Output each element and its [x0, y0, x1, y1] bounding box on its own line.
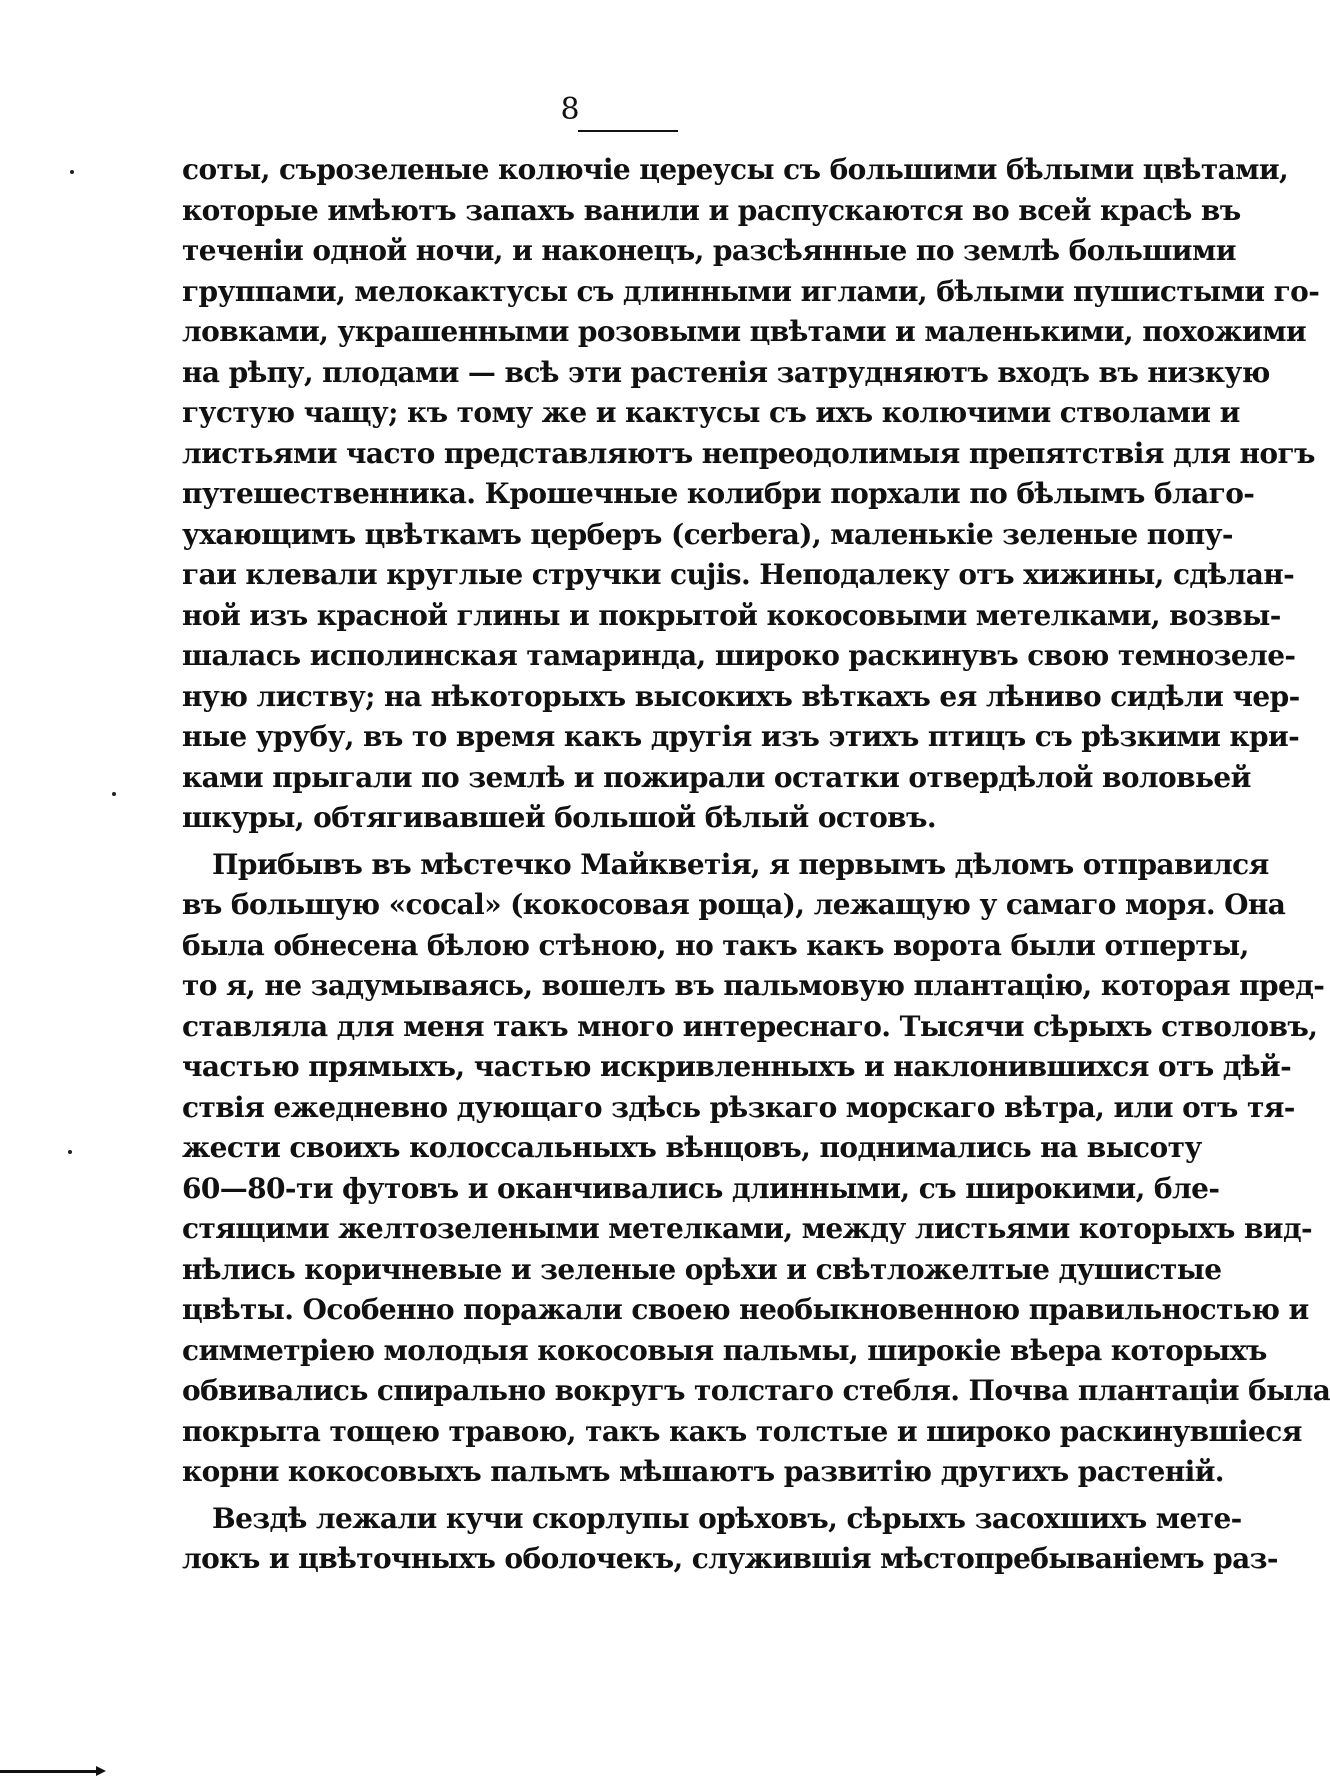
text-line: группами, мелокактусы съ длинными иглами, бѣлыми пушистыми го-: [182, 274, 1320, 308]
text-line: жести своихъ колоссальныхъ вѣнцовъ, поднимались на высоту: [182, 1131, 1202, 1164]
text-line: корни кокосовыхъ пальмъ мѣшаютъ развитію другихъ растеній.: [182, 1455, 1224, 1488]
margin-speck: [112, 792, 116, 796]
text-line: ухающимъ цвѣткамъ церберъ (cerbera), маленькіе зеленые попу-: [182, 517, 1233, 551]
page-number: 8: [560, 92, 580, 127]
text-line: была обнесена бѣлою стѣною, но такъ какъ ворота были отперты,: [182, 928, 1249, 962]
text-line: въ большую «cocal» (кокосовая роща), лежащую у самаго моря. Она: [182, 888, 1286, 921]
text-line: ками прыгали по землѣ и пожирали остатки отвердѣлой воловьей: [182, 760, 1251, 794]
text-line: 60—80-ти футовъ и оканчивались длинными, съ широкими, бле-: [182, 1171, 1220, 1205]
paragraph: [182, 150, 1320, 839]
text-line: на рѣпу, плодами — всѣ эти растенія затрудняютъ входъ въ низкую: [182, 355, 1270, 389]
margin-speck: [68, 1150, 72, 1154]
text-line: которые имѣютъ запахъ ванили и распускаются во всей красѣ въ: [182, 193, 1241, 227]
text-line: обвивались спирально вокругъ толстаго стебля. Почва плантаціи была: [182, 1374, 1330, 1407]
text-line: симметріею молодыя кокосовыя пальмы, широкіе вѣера которыхъ: [182, 1333, 1267, 1367]
text-line: ной изъ красной глины и покрытой кокосовыми метелками, возвы-: [182, 598, 1281, 632]
text-line: ставляла для меня такъ много интереснаго. Тысячи сѣрыхъ стволовъ,: [182, 1009, 1318, 1043]
text-line: густую чащу; къ тому же и кактусы съ ихъ колючими стволами и: [182, 396, 1240, 429]
text-line: локъ и цвѣточныхъ оболочекъ, служившія мѣстопребываніемъ раз-: [182, 1542, 1278, 1575]
paragraph: [182, 1499, 1278, 1580]
text-line: шкуры, обтягивавшей большой бѣлый остовъ.: [182, 801, 937, 834]
text-line: теченіи одной ночи, и наконецъ, разсѣянные по землѣ большими: [182, 234, 1236, 267]
text-line: соты, сърозеленые колючіе цереусы съ большими бѣлыми цвѣтами,: [182, 153, 1289, 186]
text-line: шалась исполинская тамаринда, широко раскинувъ свою темнозеле-: [182, 639, 1296, 672]
body-text: [182, 150, 1330, 1580]
text-line: Вездѣ лежали кучи скорлупы орѣховъ, сѣрыхъ засохшихъ мете-: [212, 1501, 1242, 1535]
text-line: частью прямыхъ, частью искривленныхъ и наклонившихся отъ дѣй-: [182, 1050, 1292, 1083]
text-line: цвѣты. Особенно поражали своею необыкновенною правильностью и: [182, 1293, 1309, 1326]
text-line: то я, не задумываясь, вошелъ въ пальмовую плантацію, которая пред-: [182, 969, 1325, 1002]
text-line: нѣлись коричневые и зеленые орѣхи и свѣтложелтые душистые: [182, 1252, 1222, 1286]
text-line: Прибывъ въ мѣстечко Майкветія, я первымъ дѣломъ отправился: [212, 847, 1269, 881]
text-line: ные урубу, въ то время какъ другія изъ этихъ птицъ съ рѣзкими кри-: [182, 720, 1300, 753]
text-line: покрыта тощею травою, такъ какъ толстые и широко раскинувшіеся: [182, 1414, 1302, 1448]
header-rule: [578, 130, 678, 132]
text-line: ловками, украшенными розовыми цвѣтами и маленькими, похожими: [182, 315, 1307, 348]
bottom-edge-mark: [0, 1770, 100, 1773]
text-line: гаи клевали круглые стручки cujis. Неподалеку отъ хижины, сдѣлан-: [182, 558, 1295, 591]
text-line: ную листву; на нѣкоторыхъ высокихъ вѣткахъ ея лѣниво сидѣли чер-: [182, 679, 1300, 713]
text-line: ствія ежедневно дующаго здѣсь рѣзкаго морскаго вѣтра, или отъ тя-: [182, 1090, 1295, 1124]
text-line: путешественника. Крошечные колибри порхали по бѣлымъ благо-: [182, 477, 1255, 510]
text-line: стящими желтозелеными метелками, между листьями которыхъ вид-: [182, 1212, 1313, 1245]
text-line: листьями часто представляютъ непреодолимыя препятствія для ногъ: [182, 436, 1315, 470]
paragraph: [182, 845, 1330, 1493]
margin-speck: [70, 170, 74, 174]
